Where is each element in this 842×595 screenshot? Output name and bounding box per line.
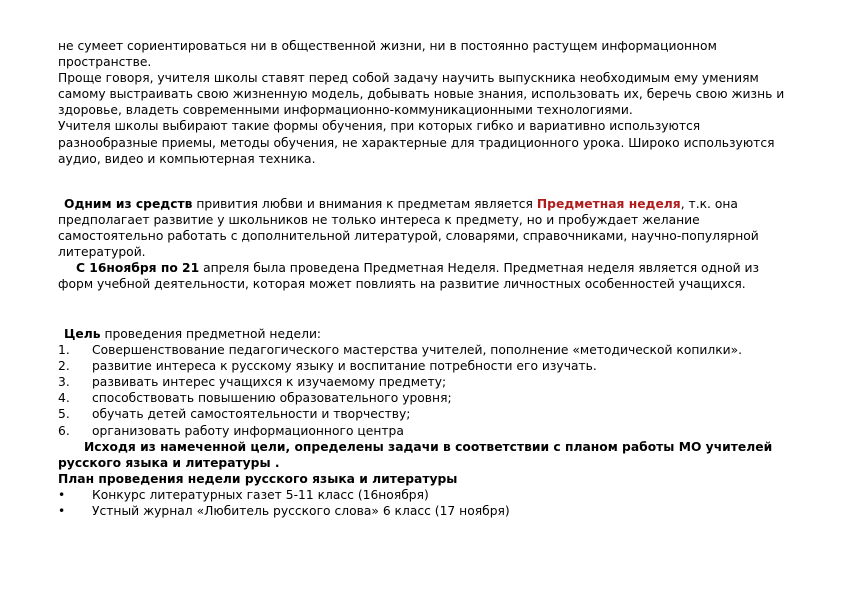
- goal-item-number: 3.: [58, 375, 70, 390]
- dates-paragraph: [58, 260, 793, 292]
- subject-week-text-a: привития любви и внимания к предметам является: [192, 197, 537, 211]
- intro-block: [58, 38, 788, 167]
- goal-item: [58, 374, 788, 390]
- goal-item-text: развитие интереса к русскому языку и воспитание потребности его изучать.: [92, 359, 597, 374]
- bullet-icon: •: [58, 504, 66, 519]
- goal-text: проведения предметной недели:: [100, 327, 322, 341]
- goal-item: [58, 390, 788, 406]
- goal-item-number: 6.: [58, 423, 70, 438]
- intro-paragraph: Проще говоря, учителя школы ставят перед собой задачу научить выпускника необходимым ему умениям самому выстраивать свою жизненную модель, добывать новые знания, использовать их, беречь свою жизнь и здоровье, владеть современными информационно-коммуникационными технологиями.: [58, 71, 785, 118]
- goal-item: [58, 358, 788, 374]
- goal-item-text: Совершенствование педагогического мастерства учителей, пополнение «методической копилки».: [92, 343, 743, 358]
- dates-text: апреля была проведена Предметная Неделя. Предметная неделя является одной из форм учебной деятельности, которая может повлиять на развитие личностных особенностей учащихся.: [58, 261, 760, 292]
- goal-item-text: организовать работу информационного центра: [92, 423, 404, 438]
- plan-item-text: Устный журнал «Любитель русского слова» 6 класс (17 ноября): [92, 504, 510, 519]
- subject-week-text-b: , т.к. она предполагает развитие у школьников не только интереса к предмету, но и пробуждает желание самостоятельно работать с дополнительной литературой, словарями, справочниками, научно-популярной литературой.: [58, 197, 759, 260]
- dates-bold: С 16ноября по 21: [76, 261, 200, 276]
- goal-item: [58, 423, 788, 439]
- goal-block: [58, 326, 788, 519]
- bullet-icon: •: [58, 487, 66, 502]
- goal-item-text: обучать детей самостоятельности и творчеству;: [92, 407, 411, 422]
- subject-week-paragraph: [58, 196, 793, 260]
- goal-item-text: способствовать повышению образовательного уровня;: [92, 391, 452, 406]
- intro-paragraph: не сумеет сориентироваться ни в общественной жизни, ни в постоянно растущем информационном пространстве.: [58, 39, 717, 70]
- subject-week-block: [58, 196, 793, 293]
- plan-item: [58, 487, 788, 503]
- goal-item-text: развивать интерес учащихся к изучаемому предмету;: [92, 375, 447, 390]
- goal-item-number: 1.: [58, 343, 70, 358]
- goal-item: [58, 342, 788, 358]
- goal-item-number: 2.: [58, 359, 70, 374]
- intro-paragraph: Учителя школы выбирают такие формы обучения, при которых гибко и вариативно используются разнообразные приемы, методы обучения, не характерные для традиционного урока. Широко используются аудио, видео и компьютерная техника.: [58, 119, 775, 166]
- plan-item-text: Конкурс литературных газет 5-11 класс (16ноября): [92, 487, 429, 502]
- goal-heading: [58, 326, 788, 342]
- lead-phrase: Одним из средств: [64, 197, 193, 211]
- tasks-heading: Исходя из намеченной цели, определены задачи в соответствии с планом работы МО учителей русского языка и литературы .: [58, 439, 773, 470]
- goal-item: [58, 406, 788, 422]
- goal-label: Цель: [64, 327, 101, 341]
- goal-item-number: 5.: [58, 407, 70, 422]
- plan-item: [58, 503, 788, 519]
- plan-heading: План проведения недели русского языка и литературы: [58, 471, 458, 486]
- subject-week-highlight: Предметная неделя: [536, 197, 681, 211]
- goal-item-number: 4.: [58, 391, 70, 406]
